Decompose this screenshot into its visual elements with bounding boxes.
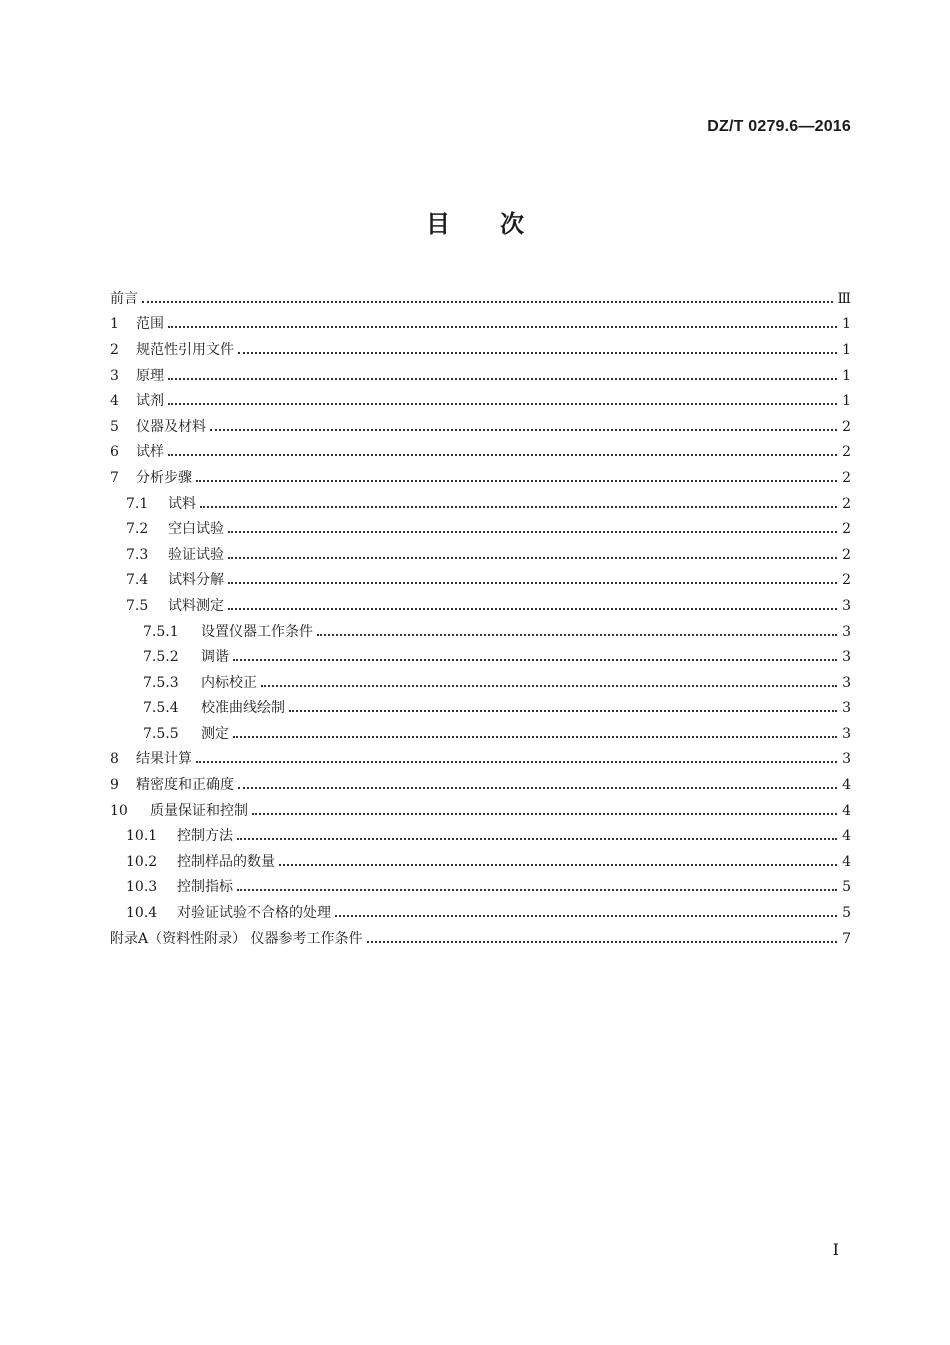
toc-entry-label: 测定 (201, 725, 229, 742)
toc-entry[interactable] (110, 875, 851, 901)
toc-entry[interactable] (110, 593, 851, 619)
toc-entry-label: 控制方法 (177, 828, 233, 845)
toc-entry-number: 8 (110, 751, 119, 768)
toc-dot-leader (196, 479, 837, 482)
toc-entry-number: 10.4 (126, 905, 158, 922)
page-number: Ⅰ (832, 1240, 839, 1259)
toc-entry-page: 3 (842, 597, 851, 614)
toc-dot-leader (367, 940, 837, 943)
page-title (0, 204, 950, 239)
toc-entry-number: 1 (110, 316, 119, 333)
toc-dot-leader (233, 658, 837, 661)
toc-entry-page: 3 (842, 700, 851, 717)
toc-entry-page: 4 (842, 853, 851, 870)
toc-entry-page: 1 (842, 367, 851, 384)
toc-entry-label: 内标校正 (201, 674, 257, 691)
toc-entry-page: 1 (842, 316, 851, 333)
toc-entry-label: 试剂 (136, 393, 164, 410)
toc-dot-leader (228, 530, 837, 533)
toc-entry-page: 2 (842, 495, 851, 512)
toc-dot-leader (233, 735, 837, 738)
toc-entry-label: 试样 (136, 444, 164, 461)
toc-entry[interactable] (110, 440, 851, 466)
toc-entry[interactable] (110, 926, 851, 952)
toc-entry-label: 空白试验 (168, 521, 224, 538)
toc-entry-number: 7.5.4 (143, 700, 179, 717)
toc-dot-leader (238, 786, 837, 789)
toc-entry-label: 原理 (136, 367, 164, 384)
toc-entry-number: 7.5 (126, 597, 149, 614)
toc-entry-number: 7 (110, 469, 119, 486)
toc-entry-label: 精密度和正确度 (136, 777, 234, 794)
toc-entry-label: 结果计算 (136, 751, 192, 768)
toc-entry-label: 调谐 (201, 649, 229, 666)
toc-entry-label: 对验证试验不合格的处理 (177, 905, 331, 922)
toc-entry-number: 4 (110, 393, 119, 410)
toc-entry[interactable] (110, 696, 851, 722)
toc-entry-number: 7.3 (126, 546, 149, 563)
toc-dot-leader (210, 428, 837, 431)
toc-entry[interactable] (110, 465, 851, 491)
toc-dot-leader (238, 351, 837, 354)
toc-entry-label: 规范性引用文件 (136, 341, 234, 358)
toc-entry-page: 4 (842, 828, 851, 845)
toc-entry-label: 控制样品的数量 (177, 853, 275, 870)
toc-entry[interactable] (110, 363, 851, 389)
toc-dot-leader (228, 556, 837, 559)
toc-entry-number: 10.2 (126, 853, 158, 870)
toc-entry[interactable] (110, 772, 851, 798)
toc-entry-number: 7.5.3 (143, 674, 179, 691)
toc-entry[interactable] (110, 491, 851, 517)
toc-entry-page: 3 (842, 674, 851, 691)
toc-entry-page: 2 (842, 444, 851, 461)
toc-entry-label: 设置仪器工作条件 (201, 623, 313, 640)
toc-entry-page: 7 (842, 930, 851, 947)
toc-entry-page: 2 (842, 546, 851, 563)
toc-entry-page: Ⅲ (837, 290, 851, 307)
toc-dot-leader (289, 709, 837, 712)
toc-entry-number: 7.1 (126, 495, 149, 512)
toc-entry[interactable] (110, 286, 851, 312)
toc-entry-number: 6 (110, 444, 119, 461)
toc-entry-page: 3 (842, 649, 851, 666)
toc-dot-leader (168, 325, 837, 328)
toc-entry-number: 9 (110, 777, 119, 794)
toc-dot-leader (168, 453, 837, 456)
toc-entry-number: 2 (110, 341, 119, 358)
toc-entry[interactable] (110, 568, 851, 594)
toc-dot-leader (261, 684, 837, 687)
toc-entry-label: 附录A（资料性附录） 仪器参考工作条件 (110, 930, 363, 947)
toc-entry[interactable] (110, 721, 851, 747)
toc-dot-leader (142, 300, 833, 303)
toc-entry-label: 前言 (110, 290, 138, 307)
toc-entry-page: 2 (842, 469, 851, 486)
toc-entry-label: 验证试验 (168, 546, 224, 563)
toc-entry[interactable] (110, 388, 851, 414)
toc-entry[interactable] (110, 670, 851, 696)
toc-entry[interactable] (110, 747, 851, 773)
toc-entry[interactable] (110, 312, 851, 338)
toc-entry-number: 10.1 (126, 828, 158, 845)
toc-entry[interactable] (110, 849, 851, 875)
toc-dot-leader (168, 377, 837, 380)
toc-entry[interactable] (110, 823, 851, 849)
toc-entry-number: 7.2 (126, 521, 149, 538)
toc-entry-page: 3 (842, 751, 851, 768)
toc-entry[interactable] (110, 516, 851, 542)
toc-entry[interactable] (110, 900, 851, 926)
toc-dot-leader (228, 607, 837, 610)
toc-entry-page: 4 (842, 777, 851, 794)
toc-entry[interactable] (110, 414, 851, 440)
toc-entry-label: 质量保证和控制 (150, 802, 248, 819)
toc-entry-page: 4 (842, 802, 851, 819)
toc-entry-page: 2 (842, 418, 851, 435)
toc-entry-page: 2 (842, 572, 851, 589)
toc-entry-label: 控制指标 (177, 879, 233, 896)
toc-entry[interactable] (110, 619, 851, 645)
toc-entry-page: 3 (842, 725, 851, 742)
table-of-contents (110, 286, 851, 951)
toc-dot-leader (335, 914, 837, 917)
toc-entry-number: 10.3 (126, 879, 158, 896)
toc-entry[interactable] (110, 337, 851, 363)
toc-entry-label: 分析步骤 (136, 469, 192, 486)
toc-dot-leader (168, 402, 837, 405)
toc-entry-number: 10 (110, 802, 128, 819)
toc-entry-page: 1 (842, 393, 851, 410)
toc-entry-number: 7.5.5 (143, 725, 179, 742)
toc-dot-leader (237, 888, 837, 891)
toc-entry-label: 校准曲线绘制 (201, 700, 285, 717)
toc-dot-leader (200, 505, 837, 508)
title-char-right: 次 (500, 210, 524, 238)
toc-entry-page: 3 (842, 623, 851, 640)
toc-entry-page: 2 (842, 521, 851, 538)
toc-entry-page: 1 (842, 341, 851, 358)
toc-entry-number: 7.5.2 (143, 649, 179, 666)
toc-entry-page: 5 (842, 879, 851, 896)
toc-dot-leader (317, 633, 837, 636)
toc-entry-number: 7.5.1 (143, 623, 179, 640)
toc-dot-leader (196, 760, 837, 763)
toc-entry-page: 5 (842, 905, 851, 922)
toc-entry-number: 7.4 (126, 572, 149, 589)
toc-dot-leader (279, 863, 837, 866)
toc-entry[interactable] (110, 798, 851, 824)
toc-entry-number: 5 (110, 418, 119, 435)
standard-code: DZ/T 0279.6—2016 (707, 118, 851, 135)
toc-dot-leader (228, 581, 837, 584)
toc-entry-label: 试料 (168, 495, 196, 512)
toc-entry-label: 仪器及材料 (136, 418, 206, 435)
toc-entry[interactable] (110, 644, 851, 670)
toc-entry-label: 范围 (136, 316, 164, 333)
toc-entry-number: 3 (110, 367, 119, 384)
toc-entry[interactable] (110, 542, 851, 568)
toc-entry-label: 试料分解 (168, 572, 224, 589)
toc-dot-leader (237, 837, 837, 840)
toc-dot-leader (252, 812, 837, 815)
title-char-left: 目 (426, 210, 450, 238)
toc-entry-label: 试料测定 (168, 597, 224, 614)
